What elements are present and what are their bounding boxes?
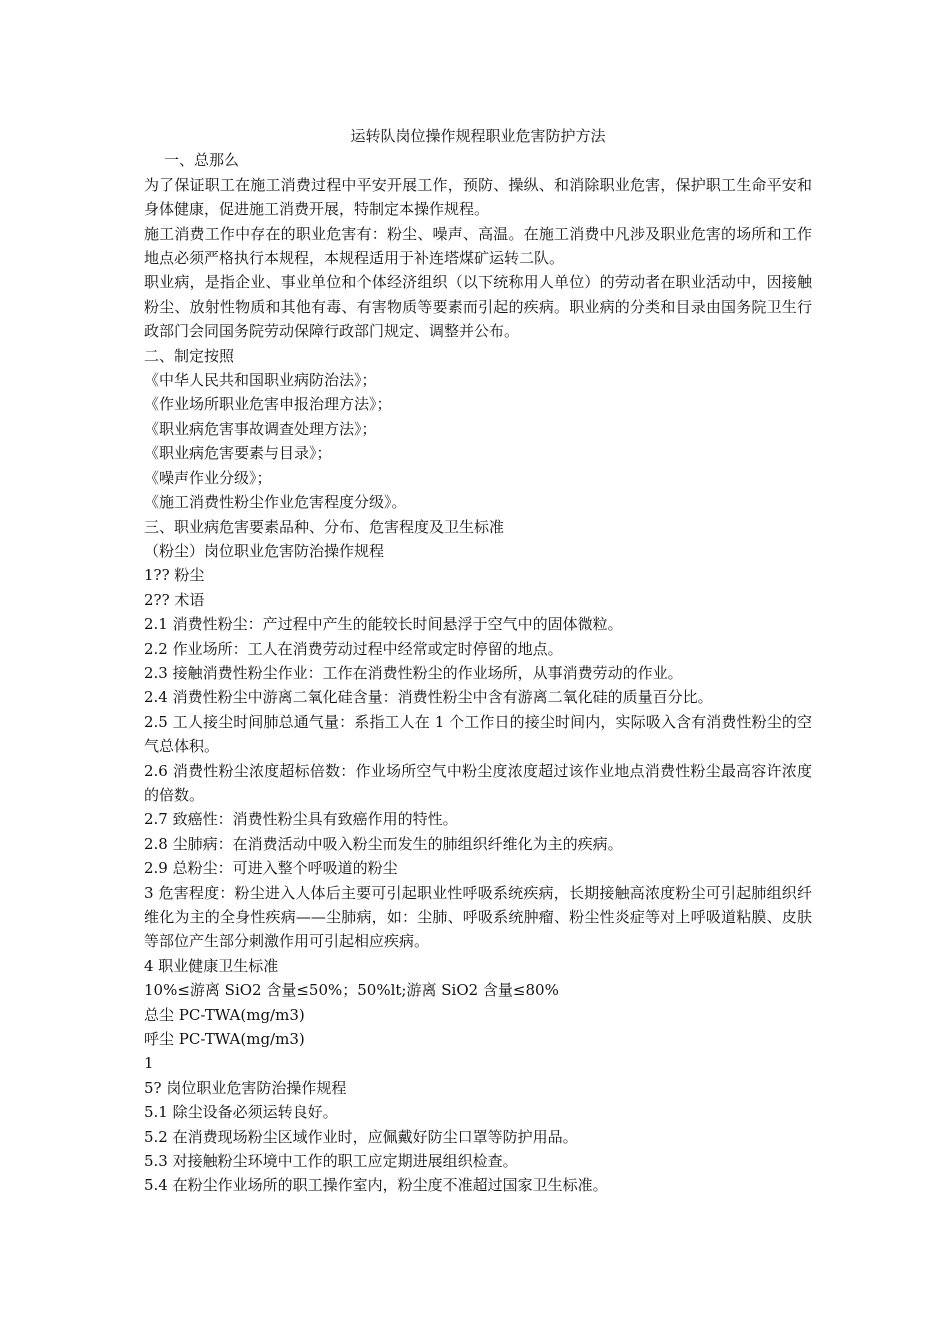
- definition-item: 2.1 消费性粉尘：产过程中产生的能较长时间悬浮于空气中的固体微粒。: [144, 615, 623, 634]
- standard-line: 10%≤游离 SiO2 含量≤50%；50%lt;游离 SiO2 含量≤80%: [144, 981, 559, 1000]
- procedure-item: 5.4 在粉尘作业场所的职工操作室内，粉尘度不准超过国家卫生标准。: [144, 1176, 608, 1195]
- definition-item: 2.8 尘肺病：在消费活动中吸入粉尘而发生的肺组织纤维化为主的疾病。: [144, 834, 623, 853]
- reference-item: 《职业病危害要素与目录》；: [144, 444, 332, 463]
- paragraph: 为了保证职工在施工消费过程中平安开展工作，预防、操纵、和消除职业危害，保护职工生命平安和身体健康，促进施工消费开展，特制定本操作规程。: [144, 175, 812, 219]
- reference-item: 《施工消费性粉尘作业危害程度分级》。: [144, 493, 407, 512]
- definition-item: 2.5 工人接尘时间肺总通气量：系指工人在 1 个工作日的接尘时间内，实际吸入含有消费性粉尘的空气总体积。: [144, 712, 812, 756]
- document-page: [144, 124, 812, 1198]
- document-title: 运转队岗位操作规程职业危害防护方法: [350, 127, 606, 145]
- standard-line: 1: [144, 1054, 154, 1073]
- reference-item: 《职业病危害事故调查处理方法》；: [144, 419, 377, 438]
- paragraph: 职业病，是指企业、事业单位和个体经济组织（以下统称用人单位）的劳动者在职业活动中，因接触粉尘、放射性物质和其他有毒、有害物质等要素而引起的疾病。职业病的分类和目录由国务院卫生行政部门会同国务院劳动保障行政部门规定、调整并公布。: [144, 273, 812, 341]
- section-heading: 一、总那么: [164, 151, 240, 170]
- list-item: 1?? 粉尘: [144, 566, 205, 585]
- subsection-heading: （粉尘）岗位职业危害防治操作规程: [144, 541, 385, 560]
- list-item: 5? 岗位职业危害防治操作规程: [144, 1078, 347, 1097]
- reference-item: 《作业场所职业危害申报治理方法》；: [144, 395, 392, 414]
- reference-item: 《噪声作业分级》；: [144, 468, 272, 487]
- paragraph: 施工消费工作中存在的职业危害有：粉尘、噪声、高温。在施工消费中凡涉及职业危害的场所和工作地点必须严格执行本规程，本规程适用于补连塔煤矿运转二队。: [144, 224, 812, 268]
- definition-item: 2.2 作业场所：工人在消费劳动过程中经常或定时停留的地点。: [144, 639, 563, 658]
- procedure-item: 5.1 除尘设备必须运转良好。: [144, 1103, 338, 1122]
- standard-line: 呼尘 PC-TWA(mg/m3): [144, 1030, 305, 1049]
- definition-item: 2.9 总粉尘：可进入整个呼吸道的粉尘: [144, 859, 398, 878]
- paragraph: 3 危害程度：粉尘进入人体后主要可引起职业性呼吸系统疾病，长期接触高浓度粉尘可引起肺组织纤维化为主的全身性疾病——尘肺病，如：尘肺、呼吸系统肿瘤、粉尘性炎症等对上呼吸道粘膜、皮肤等部位产生部分刺激作用可引起相应疾病。: [144, 883, 812, 951]
- definition-item: 2.3 接触消费性粉尘作业：工作在消费性粉尘的作业场所，从事消费劳动的作业。: [144, 663, 683, 682]
- procedure-item: 5.3 对接触粉尘环境中工作的职工应定期进展组织检查。: [144, 1152, 518, 1171]
- section-heading: 三、职业病危害要素品种、分布、危害程度及卫生标准: [144, 517, 505, 536]
- section-heading: 二、制定按照: [144, 346, 235, 365]
- document-body: [144, 148, 812, 1197]
- definition-item: 2.7 致癌性：消费性粉尘具有致癌作用的特性。: [144, 810, 458, 829]
- definition-item: 2.6 消费性粉尘浓度超标倍数：作业场所空气中粉尘度浓度超过该作业地点消费性粉尘最高容许浓度的倍数。: [144, 761, 812, 804]
- list-item: 4 职业健康卫生标准: [144, 956, 279, 975]
- procedure-item: 5.2 在消费现场粉尘区域作业时，应佩戴好防尘口罩等防护用品。: [144, 1127, 578, 1146]
- definition-item: 2.4 消费性粉尘中游离二氧化硅含量：消费性粉尘中含有游离二氧化硅的质量百分比。: [144, 688, 713, 707]
- standard-line: 总尘 PC-TWA(mg/m3): [144, 1005, 305, 1024]
- reference-item: 《中华人民共和国职业病防治法》；: [144, 371, 377, 390]
- list-item: 2?? 术语: [144, 590, 205, 609]
